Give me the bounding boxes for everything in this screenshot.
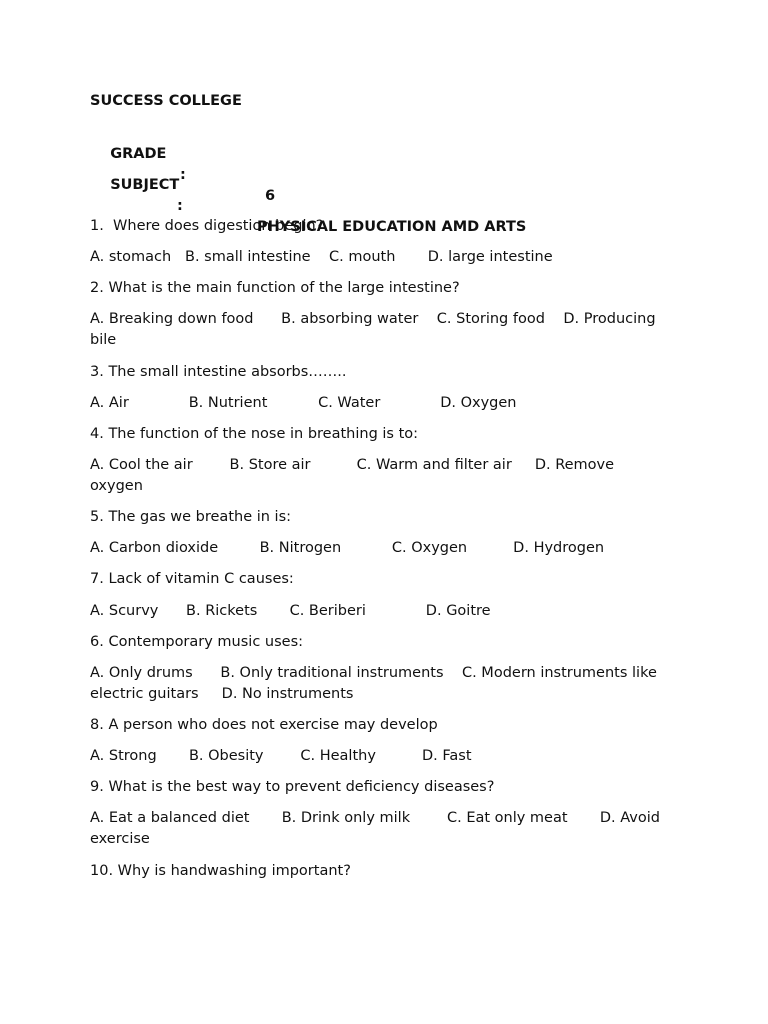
grade-value: 6 [265,188,276,204]
options-7: A. Scurvy B. Rickets C. Beriberi D. Goitre [90,603,491,619]
question-5: 5. The gas we breathe in is: [90,509,292,525]
question-2: 2. What is the main function of the large intestine? [90,280,460,296]
question-8: 8. A person who does not exercise may develop [90,717,438,733]
grade-label: GRADE [110,146,167,162]
options-9: A. Eat a balanced diet B. Drink only milk C. Eat only meat D. Avoid exercise [90,810,665,847]
school-name: SUCCESS COLLEGE [90,93,242,109]
options-6: A. Only drums B. Only traditional instruments C. Modern instruments like electric guitars D. No instruments [90,665,662,702]
question-3: 3. The small intestine absorbs…….. [90,364,347,380]
options-2: A. Breaking down food B. absorbing water C. Storing food D. Producing bile [90,311,661,348]
grade-separator: : [180,167,186,183]
subject-value: PHYSICAL EDUCATION AMD ARTS [257,219,527,235]
options-4: A. Cool the air B. Store air C. Warm and filter air D. Remove oxygen [90,457,619,494]
options-8: A. Strong B. Obesity C. Healthy D. Fast [90,748,472,764]
subject-label: SUBJECT [110,177,180,193]
question-7: 7. Lack of vitamin C causes: [90,571,294,587]
question-1: 1. Where does digestion begin? [90,218,324,234]
options-3: A. Air B. Nutrient C. Water D. Oxygen [90,395,517,411]
options-1: A. stomach B. small intestine C. mouth D. large intestine [90,249,553,265]
subject-separator: : [177,198,183,214]
question-4: 4. The function of the nose in breathing is to: [90,426,419,442]
options-5: A. Carbon dioxide B. Nitrogen C. Oxygen D. Hydrogen [90,540,605,556]
question-9: 9. What is the best way to prevent deficiency diseases? [90,779,495,795]
question-10: 10. Why is handwashing important? [90,863,351,879]
question-6: 6. Contemporary music uses: [90,634,304,650]
